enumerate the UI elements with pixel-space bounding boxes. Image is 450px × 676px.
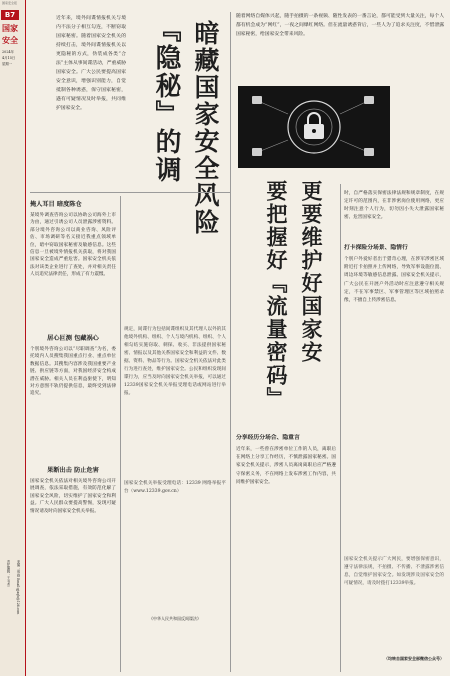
top-stamp: 国家安全报: [2, 1, 18, 5]
center-source: 《中华人民共和国反间谍法》: [149, 616, 201, 621]
right-headline-b: 要把握好『流量密码』: [264, 180, 289, 410]
left-tip-tag-wrap: [30, 562, 116, 572]
footer-info: 美编：周 群 Email:gjaqb@126.com: [16, 560, 20, 615]
issue-date: 4月15日: [2, 56, 16, 60]
right-headline-a: 更要维护好国家安: [299, 180, 324, 364]
right-bottom-signature: （均转自国家安全部微信公众号）: [384, 656, 444, 661]
center-body: 规定，间谍行为包括间谍组织及其代理人以外的其他境外机构、组织、个人与境内机构、组织、个人相勾结实施窃取、刺探、收买、非法提供国家秘密、情报以及其他关系国家安全和利益的文件、数据、资料、物品等行为。国家安全机关依法对此类行为进行查处，维护国家安全。公民和组织发现间谍行为，应当及时向国家安全机关举报，可以通过12339国家安全机关举报受理电话或网站进行举报。: [124, 327, 226, 396]
left-section-1: [30, 200, 116, 328]
right-section-1-title: 打卡探险分场景、隐情行: [344, 245, 408, 251]
left-section-3-title: 果断出击 防止危害: [47, 467, 99, 474]
right-section-1: [344, 244, 444, 544]
left-section-3-body: 国家安全机关依法对相关境外咨询公司开展调查，依法采取措施，有效防范化解了国家安全风险，切实维护了国家安全和利益。广大人民群众要提高警惕，发现可疑情况请及时向国家安全机关举报。: [30, 479, 116, 514]
left-section-2-title: 居心叵测 包藏祸心: [47, 335, 99, 342]
right-tip-tag-wrap: [344, 540, 444, 550]
left-section-2: [30, 334, 116, 462]
network-security-image: [238, 86, 390, 168]
page-number: B7: [1, 10, 19, 20]
right-col-text: 时，自严格落实保密法律法规和规章制度，在规定许可的范围内，在非涉密岗位使用网络，更应时刻注意个人行为，切勿因小失大泄露国家秘密、危害国家安全。: [344, 191, 444, 220]
headline-quote: 『隐秘』的调: [151, 16, 181, 184]
issue-weekday: 星期一: [2, 62, 13, 66]
right-bottom-body: 国家安全机关提示广大网民，要增强保密意识，遵守法律法规，不拍摄、不传播、不泄露涉密信息，自觉维护国家安全。如发现涉及国家安全的可疑情况，请及时拨打12339举报。: [344, 557, 444, 586]
cyber-graphic-icon: [238, 86, 390, 168]
section-title-bottom: 安全: [2, 36, 18, 45]
lead-paragraph: 近年来，境外间谍情报机关与境内不法分子相互勾连，不断窃取国家秘密。随着国家安全机关的持续打击，境外间谍情报机关以更隐秘的方式，伪装成各类“合法”主体从事间谍活动，严重威胁国家安全。广大公民要提高国家安全意识，增强识别能力，自觉抵制各种诱惑，保守国家秘密，遇有可疑情况及时举报，共同维护国家安全。: [56, 16, 126, 111]
issue-year: 2024年: [2, 50, 15, 54]
left-section-1-body: 某境外调查咨询公司以协助公司海外上市为由，通过引诱公司人员泄露涉密资料。部分境外咨询公司以商业咨询、风险评估、市场调研等名义接近我重点领域单位，暗中窃取国家秘密及敏感信息。这些信息一旦被境外情报机关获取，将对我国国家安全造成严重危害。国家安全机关依法对该类企业进行了查处，并对相关责任人员追究法律责任，形成了有力震慑。: [30, 213, 116, 278]
right-section-2-body: 近年来，一些曾在涉密单位工作的人员，离职后在网络上分享工作经历，不慎泄露国家秘密。国家安全机关提示，涉密人员离岗离职后应严格遵守保密义务，不在网络上发布涉密工作内容，共同维护国家安全。: [236, 447, 336, 485]
right-section-2: [236, 434, 336, 668]
section-title-top: 国家: [2, 24, 18, 33]
headline-main: 暗藏国家安全风险: [191, 20, 220, 236]
right-section-2-title: 分享经历分场合、隐重言: [236, 435, 300, 441]
footer-editor: 责任编辑：王 书杰: [6, 560, 10, 587]
masthead-strip: [0, 0, 26, 676]
left-section-3: [30, 466, 116, 558]
left-section-2-body: 个别境外咨询公司以“尽职调查”为名，委托境内人员搜集我国重点行业、重点单位数据信息。其搜集内容涉及我国重要产业链、供应链等方面，对我国经济安全构成潜在威胁。相关人员在利益驱使下，明知对方意图不轨仍提供信息，最终受到法律追究。: [30, 347, 116, 397]
right-intro: 随着网络自媒体兴起，随手拍摄的一条视频、随性发表的一番言论，都可能受到大量关注，每个人都有机会成为“网红”，一夜之间爆红网络。但在流量诱惑背后，一些人为了追求关注度，不惜泄露国家秘密，给国家安全带来风险。: [236, 14, 444, 37]
left-section-1-title: 掩人耳目 暗度陈仓: [30, 201, 82, 208]
center-hotline: 国家安全机关举报受理电话：12339 网络举报平台（www.12339.gov.cn）: [124, 481, 226, 494]
right-section-1-body: 个别户外爱好者出于猎奇心理，在涉军涉密区域附近打卡拍照并上传网络，导致军事设施位置、周边环境等敏感信息泄露。国家安全机关提示，广大公民在开展户外活动时应注意遵守相关规定，不在军事禁区、军事管理区等区域拍照录像，不擅自上传涉密信息。: [344, 257, 444, 304]
